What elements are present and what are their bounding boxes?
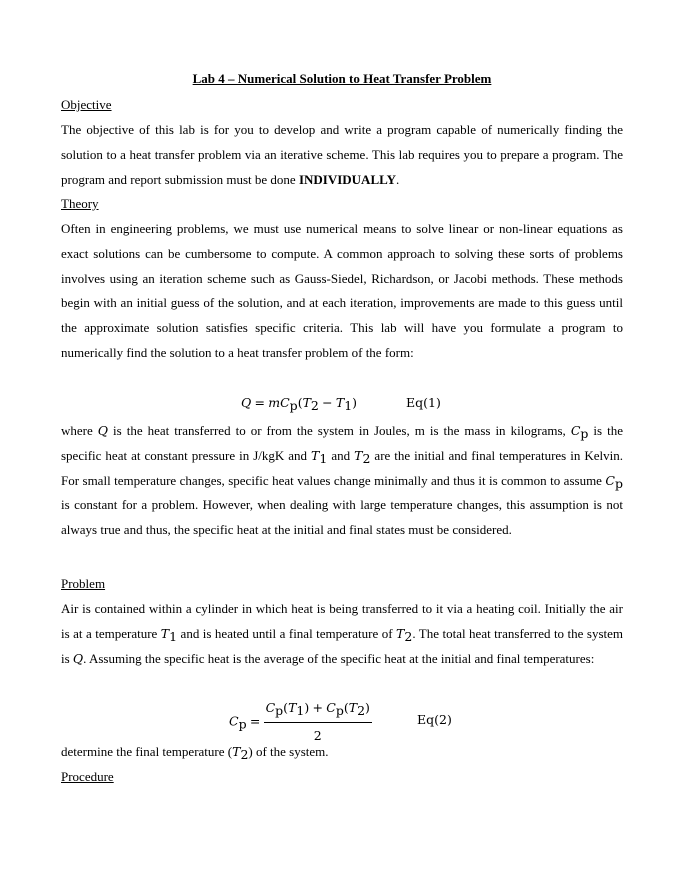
document-title: Lab 4 – Numerical Solution to Heat Transfer Problem <box>192 71 492 86</box>
problem-conclusion: determine the final temperature $(T_2)$ of the system. <box>61 744 329 762</box>
equation-2: $C_p$ = $\frac{C_p(T_1) + C_p(T_2)}{2}$ <box>229 696 372 749</box>
where-paragraph: where Q is the heat transferred to or from the system in Joules, m is the mass in kilograms, $C_p$ is the specific heat at constant pressure in J/kgK and $T_1$ and $T_2$ are the initial and final temperatures in Kelvin. For small temperature changes, specific heat values change minimally and thus it is common to assume $C_p$ is constant for a problem. However, when dealing with large temperature changes, this assumption is not always true and thus, the specific heat at the initial and final states must be considered. <box>61 423 623 538</box>
equation-2-fraction: $\frac{C_p(T_1) + C_p(T_2)}{2}$ <box>264 696 372 749</box>
objective-heading: Objective <box>61 97 112 112</box>
equation-1-label: Eq(1) <box>406 395 441 410</box>
objective-bold-text: INDIVIDUALLY <box>298 171 396 187</box>
equation-1: $Q = mC_p(T_2 - T_1)$ <box>241 395 358 413</box>
objective-text-end: . <box>395 171 400 187</box>
procedure-heading: Procedure <box>61 769 114 784</box>
objective-text: The objective of this lab is for you to develop and write a program capable of numerically finding the solution to a heat transfer problem via an iterative scheme. This lab requires you to prepare a program. The program and report submission must be done <box>61 122 623 187</box>
objective-paragraph <box>61 118 623 192</box>
equation-2-label: Eq(2) <box>417 712 452 727</box>
problem-paragraph: Air is contained within a cylinder in which heat is being transferred to it via a heating coil. Initially the air is at a temperature $T_1$ and is heated until a final temperature of $T_2$. The total heat transferred to the system is Q. Assuming the specific heat is the average of the specific heat at the initial and final temperatures: <box>61 601 623 666</box>
theory-paragraph: Often in engineering problems, we must use numerical means to solve linear or non-linear equations as exact solutions can be cumbersome to compute. A common approach to solving these sorts of problems involves using an iteration scheme such as Gauss-Siedel, Richardson, or Jacobi methods. These methods begin with an initial guess of the solution, and at each iteration, improvements are made to this guess until the approximate solution satisfies specific criteria. This lab will have you formulate a program to numerically find the solution to a heat transfer problem of the form: <box>61 221 623 360</box>
problem-heading: Problem <box>61 576 106 591</box>
theory-heading: Theory <box>61 196 99 211</box>
